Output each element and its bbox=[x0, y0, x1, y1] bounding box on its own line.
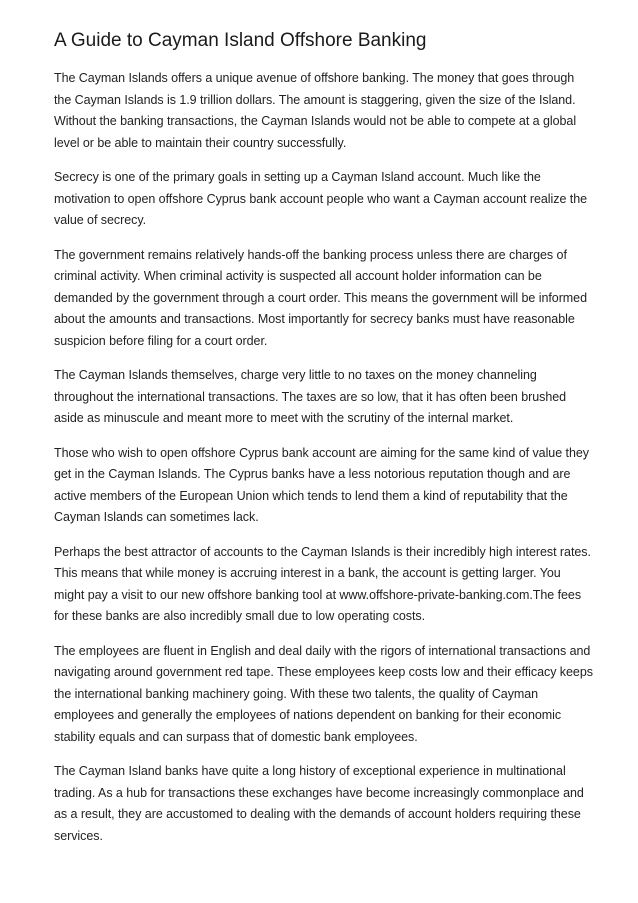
paragraph-1: The Cayman Islands offers a unique avenue of offshore banking. The money that goes through the Cayman Islands is 1.9 trillion dollars. The amount is staggering, given the size of the Island. Without the banking transactions, the Cayman Islands would not be able to compete at a global level or be able to maintain their country successfully. bbox=[54, 71, 577, 150]
paragraph-2: Secrecy is one of the primary goals in setting up a Cayman Island account. Much like the motivation to open offshore Cyprus bank account people who want a Cayman account realize the value of secrecy. bbox=[54, 170, 587, 227]
paragraph-8: The Cayman Island banks have quite a long history of exceptional experience in multinational trading. As a hub for transactions these exchanges have become increasingly commonplace and as a result, they are accustomed to dealing with the demands of account holders requiring these services. bbox=[54, 764, 584, 843]
document-page bbox=[54, 28, 594, 860]
paragraph-5: Those who wish to open offshore Cyprus bank account are aiming for the same kind of value they get in the Cayman Islands. The Cyprus banks have a less notorious reputation though and are active members of the European Union which tends to lend them a kind of reputability that the Cayman Islands can sometimes lack. bbox=[54, 445, 589, 524]
paragraph-3: The government remains relatively hands-off the banking process unless there are charges of criminal activity. When criminal activity is suspected all account holder information can be demanded by the government through a court order. This means the government will be informed about the amounts and transactions. Most importantly for secrecy banks must have reasonable suspicion before filing for a court order. bbox=[54, 247, 587, 348]
paragraph-6: Perhaps the best attractor of accounts to the Cayman Islands is their incredibly high interest rates. This means that while money is accruing interest in a bank, the account is getting larger. You might pay a visit to our new offshore banking tool at www.offshore-private-banking.com.The fees for these banks are also incredibly small due to low operating costs. bbox=[54, 544, 591, 623]
paragraph-4: The Cayman Islands themselves, charge very little to no taxes on the money channeling throughout the international transactions. The taxes are so low, that it has often been brushed aside as minuscule and meant more to meet with the scrutiny of the internal market. bbox=[54, 368, 567, 425]
paragraph-7: The employees are fluent in English and deal daily with the rigors of international transactions and navigating around government red tape. These employees keep costs low and their efficacy keeps the international banking machinery going. With these two talents, the quality of Cayman employees and generally the employees of nations dependent on banking for their economic stability equals and can surpass that of domestic bank employees. bbox=[54, 643, 593, 744]
document-title: A Guide to Cayman Island Offshore Banking bbox=[54, 30, 427, 51]
